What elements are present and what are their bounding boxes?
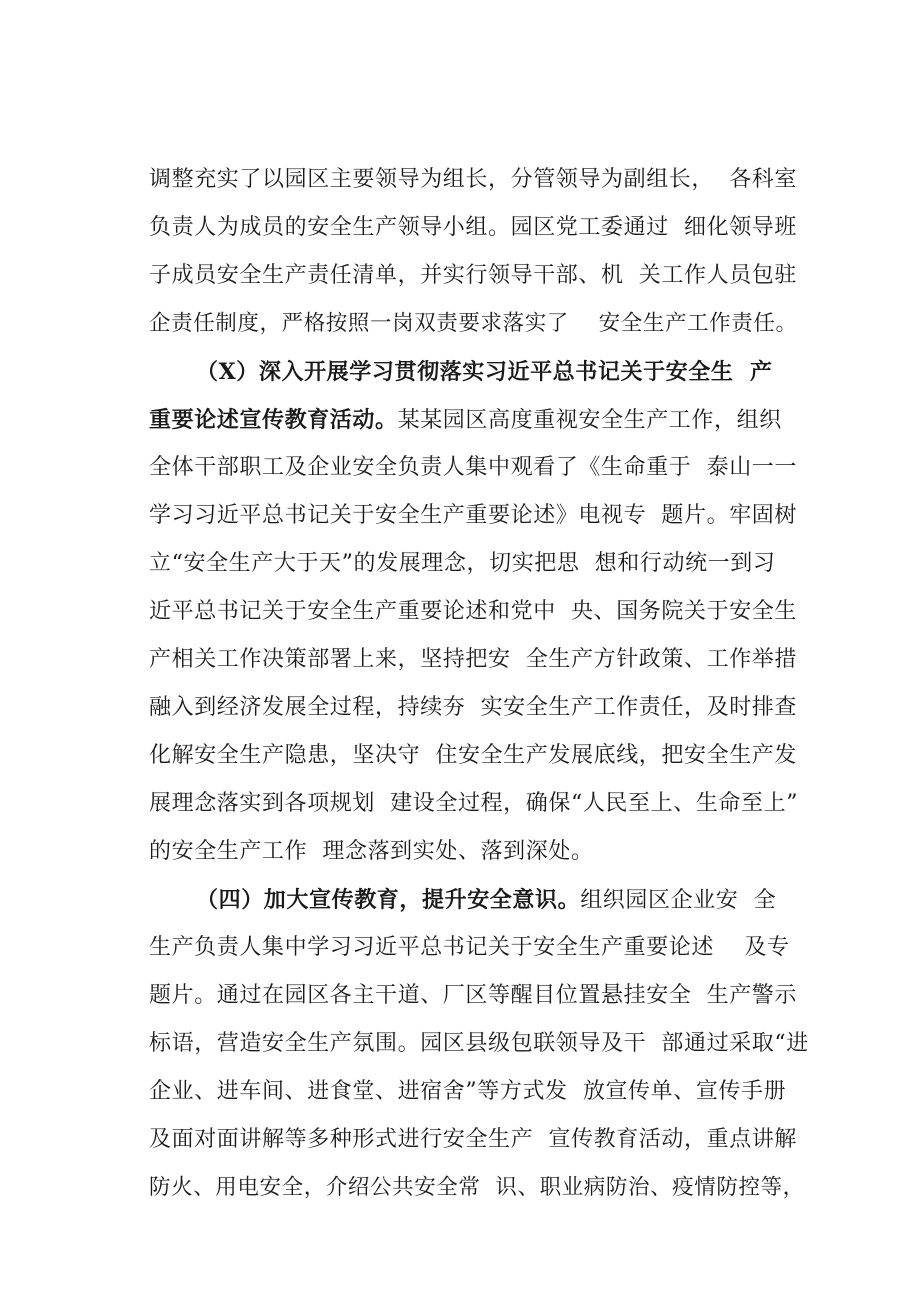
paragraph-line (149, 400, 809, 440)
paragraph-line: 的安全生产工作 理念落到实处、落到深处。 (149, 839, 594, 864)
paragraph-line: 产相关工作决策部署上来，坚持把安 全生产方针政策、工作举措 (149, 647, 797, 672)
paragraph-line: 企责任制度，严格按照一岗双责要求落实了 安全生产工作责任。 (149, 311, 798, 336)
paragraph-line: 近平总书记关于安全生产重要论述和党中 央、国务院关于安全生 (149, 599, 797, 624)
paragraph-line: 调整充实了以园区主要领导为组长，分管领导为副组长， 各科室 (149, 167, 797, 192)
paragraph-line: 生产负责人集中学习习近平总书记关于安全生产重要论述 及专 (149, 935, 790, 960)
paragraph-line: 全体干部职工及企业安全负责人集中观看了《生命重于 泰山一一 (149, 455, 797, 480)
paragraph-line: 子成员安全生产责任清单，并实行领导干部、机 关工作人员包驻 (149, 263, 797, 288)
paragraph-line: 企业、进车间、进食堂、进宿舍”等方式发 放宣传单、宣传手册 (149, 1079, 787, 1104)
paragraph-line (196, 880, 809, 920)
paragraph-text: 组织园区企业安 全 (580, 888, 777, 913)
section-heading: （X）深入开展学习贯彻落实习近平总书记关于安全生 产 (196, 359, 773, 385)
paragraph-line: 标语，营造安全生产氛围。园区县级包联领导及干 部通过采取“进 (149, 1031, 809, 1056)
section-heading: （四）加大宣传教育，提升安全意识。 (196, 887, 581, 913)
paragraph-line: 立“安全生产大于天”的发展理念，切实把思 想和行动统一到习 (149, 551, 776, 576)
paragraph-line: 展理念落实到各项规划 建设全过程，确保“人民至上、生命至上” (149, 791, 799, 816)
paragraph-line: 学习习近平总书记关于安全生产重要论述》电视专 题片。牢固树 (149, 503, 797, 528)
paragraph-line: 及面对面讲解等多种形式进行安全生产 宣传教育活动，重点讲解 (149, 1127, 797, 1152)
paragraph-line: 化解安全生产隐患，坚决守 住安全生产发展底线，把安全生产发 (149, 743, 797, 768)
paragraph-line: 融入到经济发展全过程，持续夯 实安全生产工作责任，及时排查 (149, 695, 797, 720)
paragraph-line: 题片。通过在园区各主干道、厂区等醒目位置悬挂安全 生产警示 (149, 983, 797, 1008)
paragraph-line: 防火、用电安全，介绍公共安全常 识、职业病防治、疫情防控等， (149, 1175, 805, 1200)
paragraph-line: 负责人为成员的安全生产领导小组。园区党工委通过 细化领导班 (149, 215, 797, 240)
section-heading-continued: 重要论述宣传教育活动。 (149, 407, 398, 433)
paragraph-text: 某某园区高度重视安全生产工作，组织 (397, 408, 782, 433)
